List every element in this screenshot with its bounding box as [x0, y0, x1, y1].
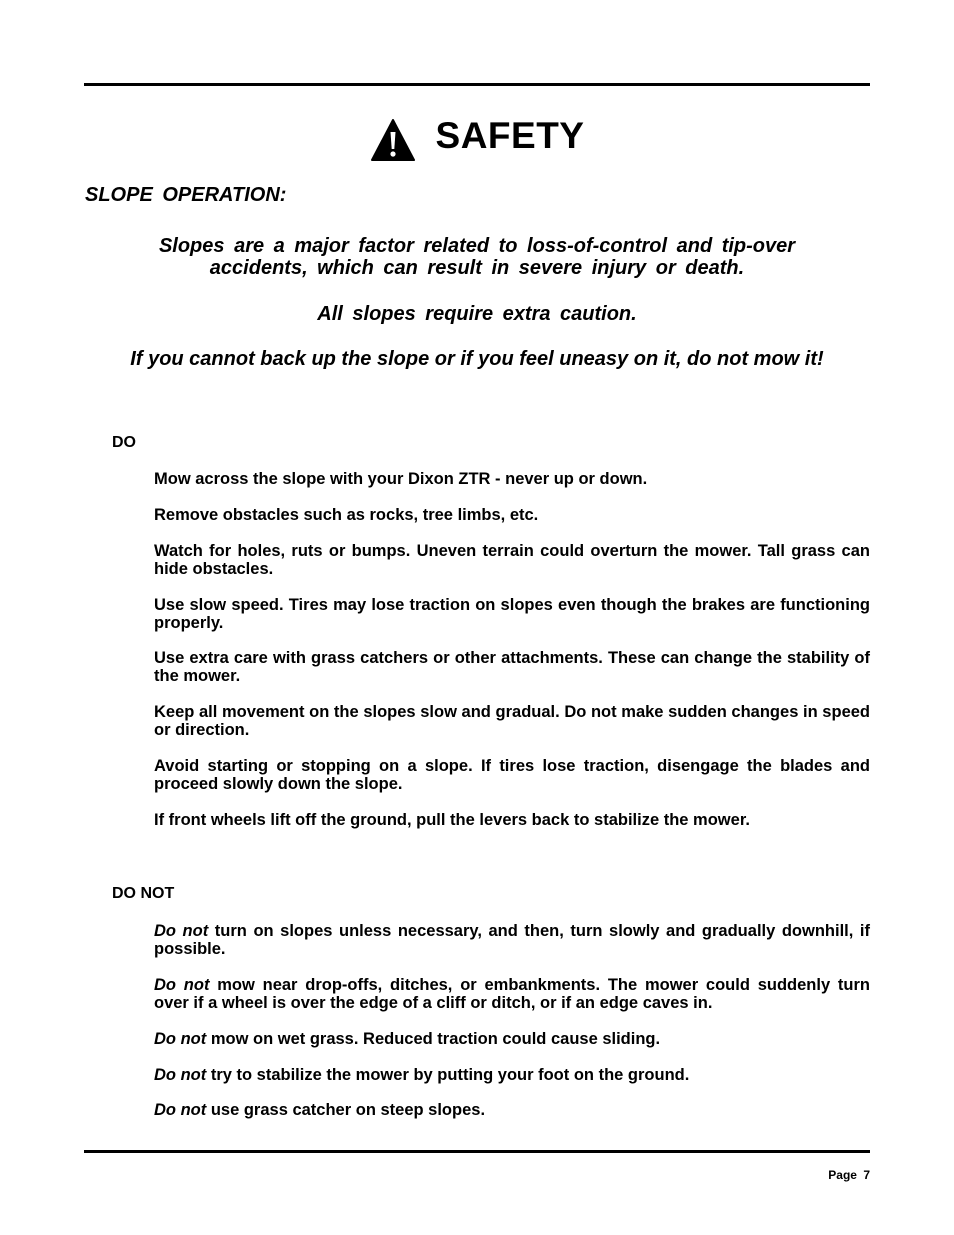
do-not-prefix: Do not [154, 976, 210, 994]
do-not-item-text: mow near drop-offs, ditches, or embankments. The mower could suddenly turn over if a wheel is over the edge of a cliff or ditch, or if an edge caves in. [154, 976, 871, 1012]
bottom-divider [84, 1150, 870, 1153]
do-item-6: Keep all movement on the slopes slow and gradual. Do not make sudden changes in speed or direction. [154, 703, 870, 739]
do-item-4: Use slow speed. Tires may lose traction on slopes even though the brakes are functioning properly. [154, 596, 870, 632]
do-not-item-4 [154, 1066, 870, 1084]
do-item-5: Use extra care with grass catchers or other attachments. These can change the stability of the mower. [154, 649, 870, 685]
do-not-item-text: turn on slopes unless necessary, and then, turn slowly and gradually downhill, if possible. [154, 922, 870, 958]
page-title: SAFETY [435, 115, 585, 156]
do-item-3: Watch for holes, ruts or bumps. Uneven terrain could overturn the mower. Tall grass can hide obstacles. [154, 542, 870, 578]
do-not-item-text: use grass catcher on steep slopes. [210, 1101, 486, 1119]
warning-statement-2: All slopes require extra caution. [317, 303, 637, 325]
warning-triangle-icon [370, 118, 416, 162]
do-not-item-5 [154, 1101, 870, 1119]
do-item-1: Mow across the slope with your Dixon ZTR - never up or down. [154, 470, 648, 488]
do-not-prefix: Do not [154, 1030, 207, 1048]
page-number: Page 7 [828, 1168, 870, 1182]
do-not-prefix: Do not [154, 922, 209, 940]
do-not-prefix: Do not [154, 1101, 207, 1119]
section-heading: SLOPE OPERATION: [85, 184, 287, 206]
page-header [0, 110, 954, 167]
do-item-8: If front wheels lift off the ground, pull the levers back to stabilize the mower. [154, 811, 750, 829]
do-heading: DO [112, 434, 136, 451]
do-not-item-text: try to stabilize the mower by putting your foot on the ground. [210, 1066, 690, 1084]
do-item-7: Avoid starting or stopping on a slope. If tires lose traction, disengage the blades and proceed slowly down the slope. [154, 757, 870, 793]
do-not-heading: DO NOT [112, 885, 175, 902]
warning-statement-1: Slopes are a major factor related to loss-of-control and tip-over accidents, which can result in severe injury or death. [158, 235, 796, 279]
top-divider [84, 83, 870, 86]
do-not-item-3 [154, 1030, 870, 1048]
do-not-item-2 [154, 976, 870, 1012]
do-item-2: Remove obstacles such as rocks, tree limbs, etc. [154, 506, 539, 524]
do-not-item-1 [154, 922, 870, 958]
warning-statement-3: If you cannot back up the slope or if you feel uneasy on it, do not mow it! [130, 348, 824, 370]
do-not-item-text: mow on wet grass. Reduced traction could cause sliding. [210, 1030, 661, 1048]
do-not-prefix: Do not [154, 1066, 207, 1084]
